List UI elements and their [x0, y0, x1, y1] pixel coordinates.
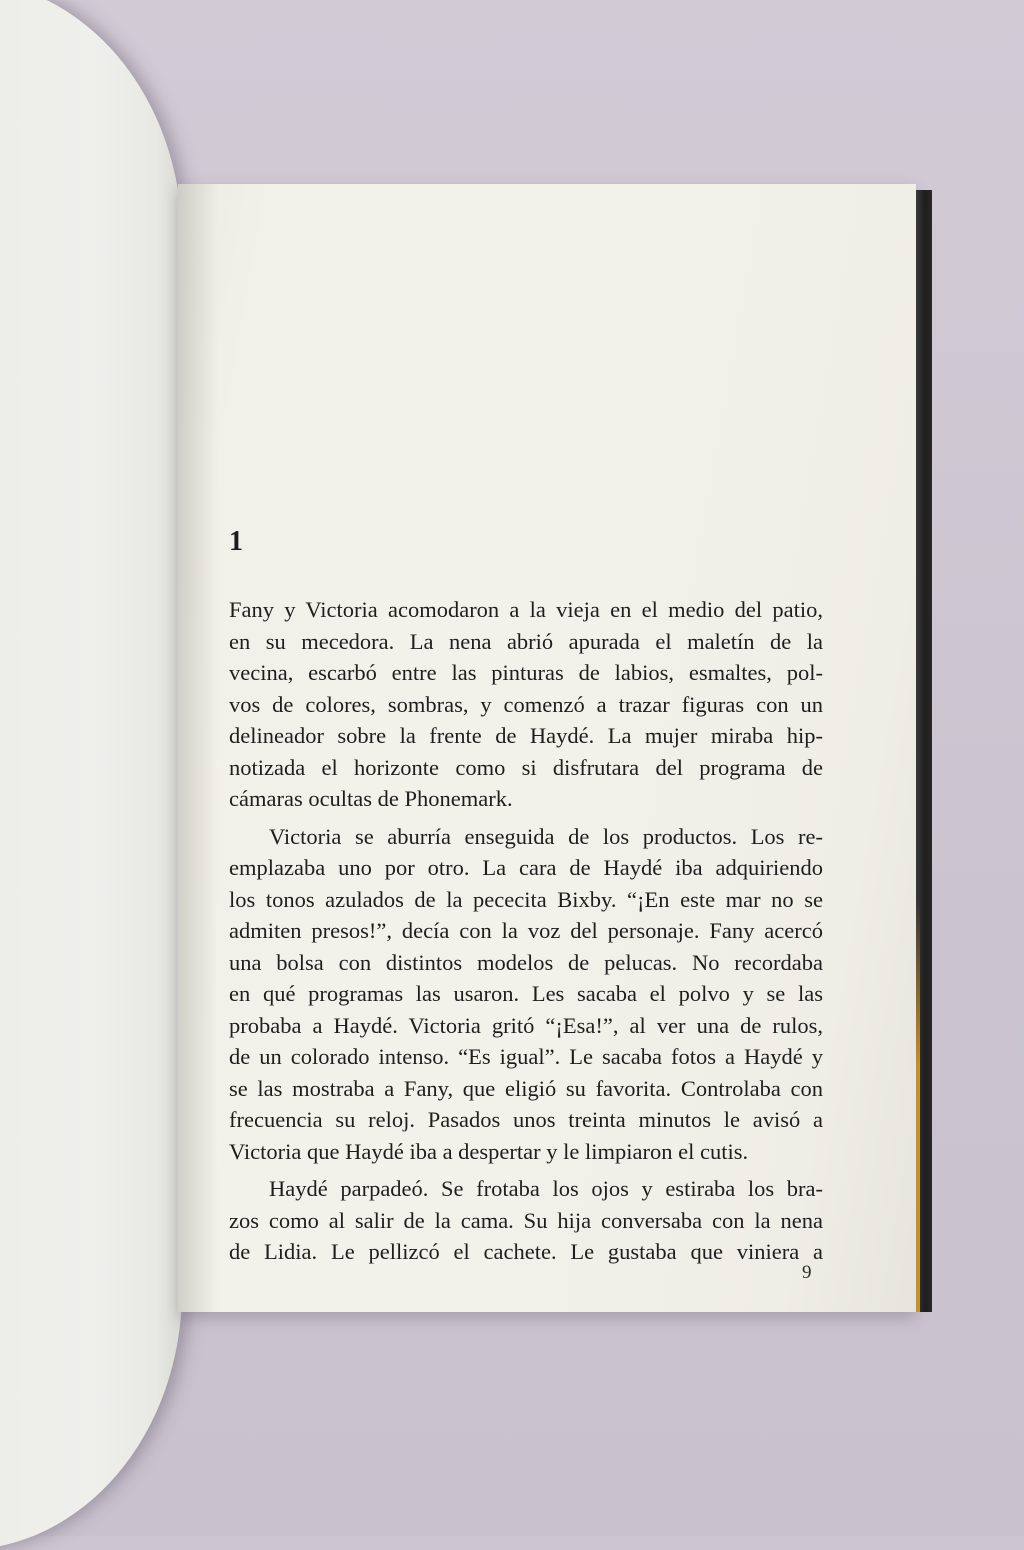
left-page-curl: [0, 0, 182, 1550]
paragraph: [229, 1173, 823, 1268]
text-line: Victoria se aburría enseguida de los productos. Los re-: [269, 823, 823, 849]
text-line: Haydé parpadeó. Se frotaba los ojos y estiraba los bra-: [269, 1176, 823, 1201]
body-text: [229, 594, 823, 1268]
text-line: de Lidia. Le pellizcó el cachete. Le gustaba que viniera a: [229, 1239, 823, 1264]
text-line: zos como al salir de la cama. Su hija conversaba con la nena: [229, 1207, 823, 1233]
text-line: vecina, escarbó entre las pinturas de labios, esmaltes, pol-: [229, 660, 823, 685]
text-line: en su mecedora. La nena abrió apurada el maletín de la: [229, 628, 823, 654]
text-line: Fany y Victoria acomodaron a la vieja en el medio del patio,: [229, 597, 823, 622]
chapter-number: 1: [229, 526, 243, 557]
text-line: una bolsa con distintos modelos de pelucas. No recordaba: [229, 949, 823, 975]
page-number: 9: [802, 1262, 812, 1283]
text-line: admiten presos!”, decía con la voz del personaje. Fany acercó: [229, 918, 823, 943]
text-line: probaba a Haydé. Victoria gritó “¡Esa!”, al ver una de rulos,: [229, 1012, 823, 1038]
text-line: los tonos azulados de la pececita Bixby. “¡En este mar no se: [229, 886, 823, 912]
text-line: emplazaba uno por otro. La cara de Haydé iba adquiriendo: [229, 855, 823, 880]
text-line: frecuencia su reloj. Pasados unos treinta minutos le avisó a: [229, 1107, 823, 1132]
text-line: se las mostraba a Fany, que eligió su favorita. Controlaba con: [229, 1075, 823, 1101]
text-line: de un colorado intenso. “Es igual”. Le sacaba fotos a Haydé y: [229, 1044, 823, 1069]
text-line: en qué programas las usaron. Les sacaba el polvo y se las: [229, 981, 823, 1006]
text-line: vos de colores, sombras, y comenzó a trazar figuras con un: [229, 691, 823, 717]
paragraph: [229, 594, 823, 815]
paragraph: [229, 821, 823, 1168]
text-line: Victoria que Haydé iba a despertar y le limpiaron el cutis.: [229, 1138, 749, 1164]
text-line: notizada el horizonte como si disfrutara del programa de: [229, 754, 823, 780]
gutter-shadow: [178, 184, 218, 1312]
text-line: delineador sobre la frente de Haydé. La mujer miraba hip-: [229, 723, 823, 748]
text-line: cámaras ocultas de Phonemark.: [229, 786, 513, 811]
